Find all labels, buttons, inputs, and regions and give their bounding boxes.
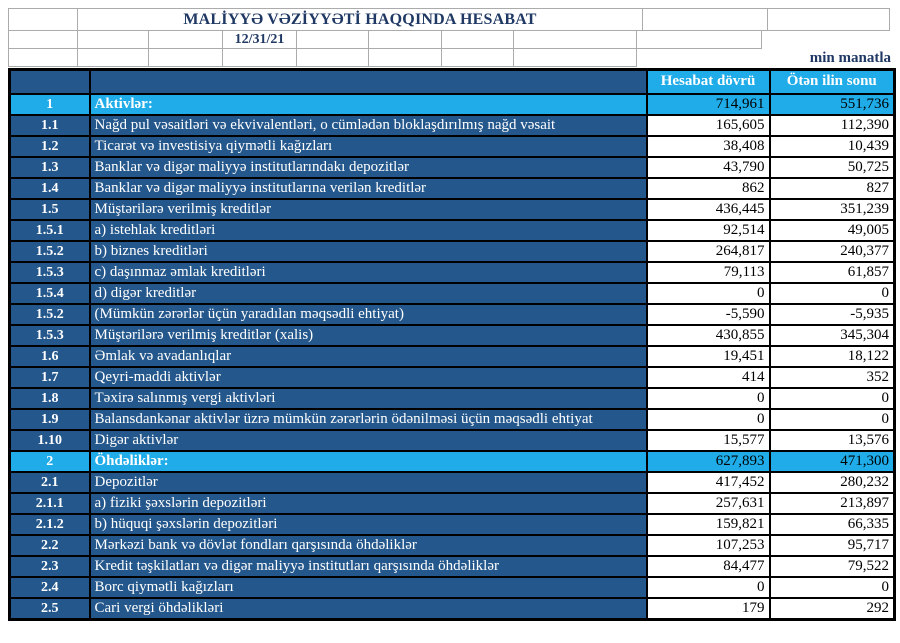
row-value-current: 165,605 [647, 115, 770, 136]
row-label: Nağd pul vəsaitləri və ekvivalentləri, o cümlədən bloklaşdırılmış nağd vəsait [90, 115, 647, 136]
row-number: 2.4 [10, 577, 90, 598]
row-value-previous: 0 [770, 409, 895, 430]
report-date: 12/31/21 [234, 31, 285, 47]
row-value-current: 0 [647, 283, 770, 304]
row-value-current: 714,961 [647, 94, 770, 115]
top-grid-cell [513, 48, 637, 67]
unit-note: min manatla [809, 50, 891, 66]
top-grid-row-1 [8, 8, 890, 31]
table-row [10, 220, 895, 241]
row-number: 1.5.3 [10, 262, 90, 283]
row-value-current: 107,253 [647, 535, 770, 556]
row-value-previous: 0 [770, 283, 895, 304]
table-row [10, 535, 895, 556]
row-value-previous: 112,390 [770, 115, 895, 136]
row-label: Digər aktivlər [90, 430, 647, 451]
top-grid-cell [441, 30, 514, 49]
table-row [10, 346, 895, 367]
top-grid-row-3 [8, 48, 637, 67]
table-body [10, 94, 895, 620]
row-number: 1.7 [10, 367, 90, 388]
row-value-current: 257,631 [647, 493, 770, 514]
top-grid-row-2 [8, 30, 762, 49]
row-number: 1.3 [10, 157, 90, 178]
table-row [10, 556, 895, 577]
row-number: 1.5.1 [10, 220, 90, 241]
row-value-current: -5,590 [647, 304, 770, 325]
row-number: 1.4 [10, 178, 90, 199]
row-value-current: 414 [647, 367, 770, 388]
top-grid-cell [368, 48, 442, 67]
row-value-previous: 471,300 [770, 451, 895, 472]
table-row [10, 451, 895, 472]
top-grid-cell [296, 48, 369, 67]
row-value-previous: 61,857 [770, 262, 895, 283]
top-grid-cell [8, 8, 78, 31]
row-number: 1 [10, 94, 90, 115]
row-number: 2.1.2 [10, 514, 90, 535]
row-label: d) digər kreditlər [90, 283, 647, 304]
row-value-previous: 351,239 [770, 199, 895, 220]
top-grid-cell [8, 30, 78, 49]
table-row [10, 325, 895, 346]
row-label: Öhdəliklər: [90, 451, 647, 472]
row-value-previous: 240,377 [770, 241, 895, 262]
row-value-current: 0 [647, 577, 770, 598]
row-number: 1.6 [10, 346, 90, 367]
top-grid-cell [636, 30, 762, 49]
row-number: 2.3 [10, 556, 90, 577]
top-grid-cell [77, 48, 149, 67]
row-label: b) hüquqi şəxslərin depozitləri [90, 514, 647, 535]
financial-table [8, 68, 896, 621]
row-value-previous: 79,522 [770, 556, 895, 577]
row-value-previous: 827 [770, 178, 895, 199]
row-label: Banklar və digər maliyyə institutlarına verilən kreditlər [90, 178, 647, 199]
top-grid-cell [77, 30, 149, 49]
row-number: 1.2 [10, 136, 90, 157]
row-value-current: 862 [647, 178, 770, 199]
row-value-current: 19,451 [647, 346, 770, 367]
top-grid-cell [513, 30, 637, 49]
top-grid-cell [148, 30, 223, 49]
row-value-current: 417,452 [647, 472, 770, 493]
row-label: Depozitlər [90, 472, 647, 493]
table-header-row [10, 70, 895, 94]
column-header-current-period: Hesabat dövrü [647, 70, 770, 94]
table-row [10, 94, 895, 115]
row-value-current: 430,855 [647, 325, 770, 346]
row-value-current: 79,113 [647, 262, 770, 283]
row-value-previous: 551,736 [770, 94, 895, 115]
report-title-cell [77, 8, 643, 31]
row-value-previous: -5,935 [770, 304, 895, 325]
row-value-previous: 50,725 [770, 157, 895, 178]
row-value-previous: 292 [770, 598, 895, 620]
row-value-current: 264,817 [647, 241, 770, 262]
row-value-current: 15,577 [647, 430, 770, 451]
row-number: 2.1.1 [10, 493, 90, 514]
table-row [10, 493, 895, 514]
top-grid-cell [148, 48, 223, 67]
row-value-current: 179 [647, 598, 770, 620]
row-value-current: 43,790 [647, 157, 770, 178]
row-value-current: 38,408 [647, 136, 770, 157]
row-label: a) fiziki şəxslərin depozitləri [90, 493, 647, 514]
table-row [10, 598, 895, 620]
row-value-previous: 49,005 [770, 220, 895, 241]
row-label: Ticarət və investisiya qiymətli kağızları [90, 136, 647, 157]
table-row [10, 472, 895, 493]
row-value-previous: 0 [770, 388, 895, 409]
row-value-current: 159,821 [647, 514, 770, 535]
row-value-previous: 18,122 [770, 346, 895, 367]
table-row [10, 262, 895, 283]
table-row [10, 136, 895, 157]
row-number: 1.8 [10, 388, 90, 409]
row-value-previous: 213,897 [770, 493, 895, 514]
table-row [10, 199, 895, 220]
row-value-previous: 352 [770, 367, 895, 388]
header-spacer-cell [90, 70, 647, 94]
row-label: Balansdankənar aktivlər üzrə mümkün zərərlərin ödənilməsi üçün məqsədli ehtiyat [90, 409, 647, 430]
row-number: 1.5 [10, 199, 90, 220]
header-spacer-cell [10, 70, 90, 94]
row-value-current: 0 [647, 388, 770, 409]
top-grid-cell [767, 8, 890, 31]
row-label: Qeyri-maddi aktivlər [90, 367, 647, 388]
row-number: 1.10 [10, 430, 90, 451]
report-title: MALİYYƏ VƏZİYYƏTİ HAQQINDA HESABAT [183, 10, 537, 28]
row-number: 2.5 [10, 598, 90, 620]
table-row [10, 409, 895, 430]
table-row [10, 157, 895, 178]
column-header-previous-period: Ötən ilin sonu [770, 70, 895, 94]
top-grid-cell [441, 48, 514, 67]
row-value-previous: 10,439 [770, 136, 895, 157]
row-value-previous: 66,335 [770, 514, 895, 535]
row-label: Təxirə salınmış vergi aktivləri [90, 388, 647, 409]
row-value-previous: 13,576 [770, 430, 895, 451]
top-grid-cell [642, 8, 768, 31]
top-grid-cell [296, 30, 369, 49]
table-row [10, 283, 895, 304]
row-value-current: 627,893 [647, 451, 770, 472]
table-row [10, 115, 895, 136]
row-value-current: 84,477 [647, 556, 770, 577]
table-row [10, 304, 895, 325]
row-label: b) biznes kreditləri [90, 241, 647, 262]
row-label: Əmlak və avadanlıqlar [90, 346, 647, 367]
row-value-previous: 95,717 [770, 535, 895, 556]
top-grid-cell [8, 48, 78, 67]
table-row [10, 430, 895, 451]
row-value-previous: 345,304 [770, 325, 895, 346]
top-grid-cell [222, 48, 297, 67]
row-value-current: 436,445 [647, 199, 770, 220]
row-label: a) istehlak kreditləri [90, 220, 647, 241]
row-label: Aktivlər: [90, 94, 647, 115]
table-row [10, 577, 895, 598]
row-label: Cari vergi öhdəlikləri [90, 598, 647, 620]
row-label: Müştərilərə verilmiş kreditlər (xalis) [90, 325, 647, 346]
row-number: 1.1 [10, 115, 90, 136]
row-number: 2 [10, 451, 90, 472]
row-number: 2.1 [10, 472, 90, 493]
row-label: Borc qiymətli kağızları [90, 577, 647, 598]
row-label: c) daşınmaz əmlak kreditləri [90, 262, 647, 283]
row-number: 2.2 [10, 535, 90, 556]
table-row [10, 514, 895, 535]
table-row [10, 367, 895, 388]
row-label: (Mümkün zərərlər üçün yaradılan məqsədli ehtiyat) [90, 304, 647, 325]
report-date-cell [222, 30, 297, 49]
row-label: Kredit təşkilatları və digər maliyyə institutları qarşısında öhdəliklər [90, 556, 647, 577]
row-value-previous: 280,232 [770, 472, 895, 493]
table-row [10, 178, 895, 199]
row-label: Müştərilərə verilmiş kreditlər [90, 199, 647, 220]
row-label: Mərkəzi bank və dövlət fondları qarşısında öhdəliklər [90, 535, 647, 556]
row-number: 1.5.2 [10, 304, 90, 325]
row-number: 1.5.4 [10, 283, 90, 304]
row-number: 1.9 [10, 409, 90, 430]
row-value-current: 0 [647, 409, 770, 430]
row-value-current: 92,514 [647, 220, 770, 241]
row-number: 1.5.2 [10, 241, 90, 262]
table-row [10, 241, 895, 262]
row-number: 1.5.3 [10, 325, 90, 346]
row-label: Banklar və digər maliyyə institutlarındakı depozitlər [90, 157, 647, 178]
row-value-previous: 0 [770, 577, 895, 598]
top-grid-cell [368, 30, 442, 49]
table-row [10, 388, 895, 409]
